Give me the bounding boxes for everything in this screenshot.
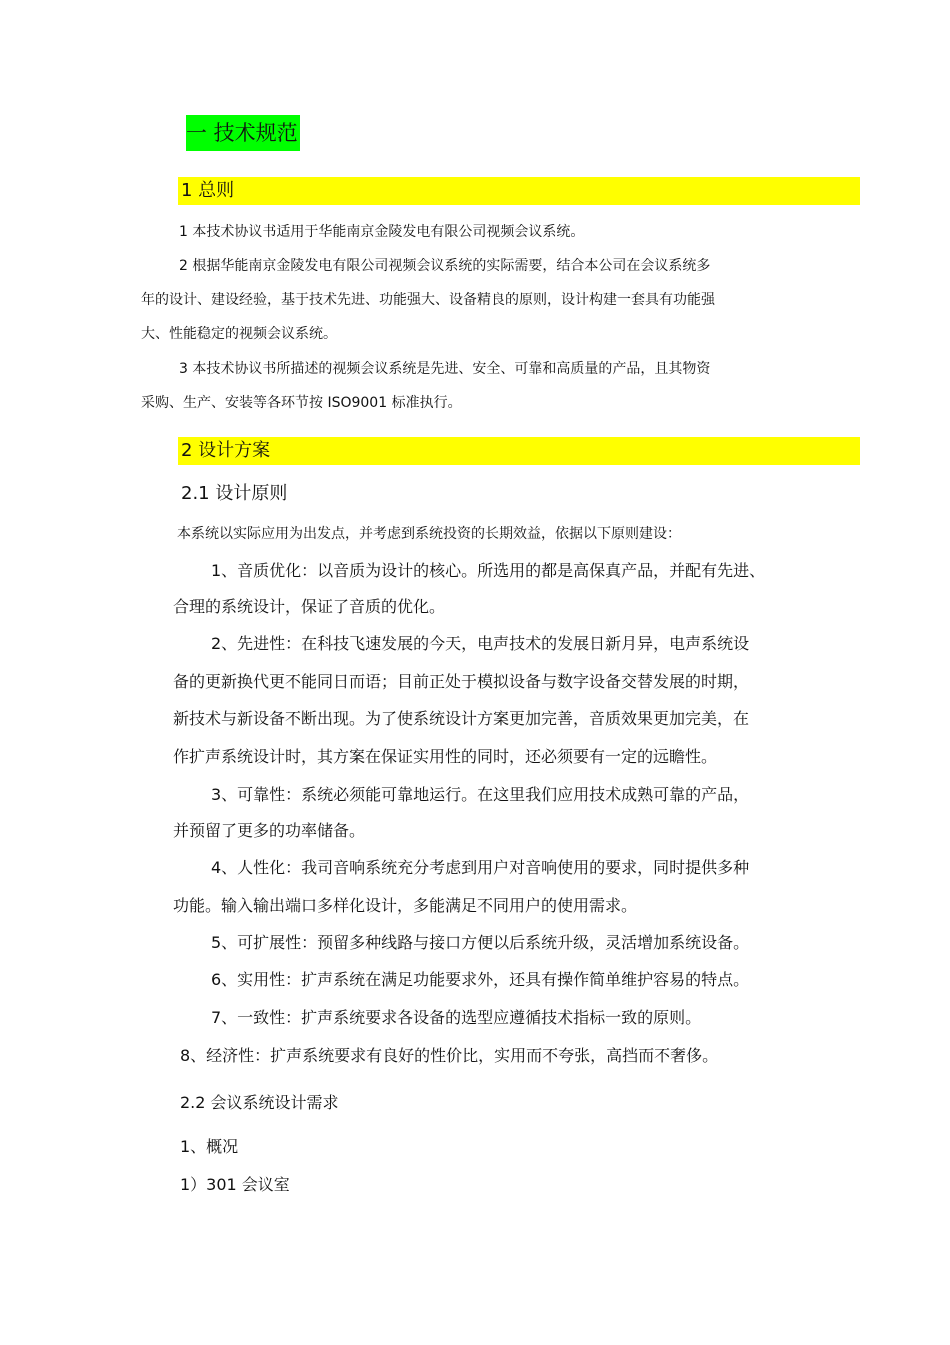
principle-line: 4、人性化：我司音响系统充分考虑到用户对音响使用的要求，同时提供多种 xyxy=(211,858,750,877)
heading-general: 1 总则 xyxy=(178,177,860,205)
principle-line: 7、一致性：扩声系统要求各设备的选型应遵循技术指标一致的原则。 xyxy=(211,1008,702,1027)
design-intro: 本系统以实际应用为出发点，并考虑到系统投资的长期效益，依据以下原则建设： xyxy=(177,526,681,542)
principle-line: 合理的系统设计，保证了音质的优化。 xyxy=(173,597,446,616)
general-para-3-line-2: 采购、生产、安装等各环节按 ISO9001 标准执行。 xyxy=(141,395,462,411)
subheading-meeting-requirements: 2.2 会议系统设计需求 xyxy=(180,1093,339,1112)
general-para-1: 1 本技术协议书适用于华能南京金陵发电有限公司视频会议系统。 xyxy=(179,224,585,240)
section-heading-tech-spec: 一 技术规范 xyxy=(186,115,300,151)
subheading-design-principles: 2.1 设计原则 xyxy=(181,483,288,504)
general-para-2-line-2: 年的设计、建设经验，基于技术先进、功能强大、设备精良的原则，设计构建一套具有功能强 xyxy=(141,292,715,308)
principle-line: 并预留了更多的功率储备。 xyxy=(173,821,366,840)
principle-line: 作扩声系统设计时，其方案在保证实用性的同时，还必须要有一定的远瞻性。 xyxy=(173,747,718,766)
general-para-3-line-1: 3 本技术协议书所描述的视频会议系统是先进、安全、可靠和高质量的产品，且其物资 xyxy=(179,361,711,377)
principle-line: 1、音质优化：以音质为设计的核心。所选用的都是高保真产品，并配有先进、 xyxy=(211,561,766,580)
heading-design-plan: 2 设计方案 xyxy=(178,437,860,465)
principle-line: 备的更新换代更不能同日而语；目前正处于模拟设备与数字设备交替发展的时期， xyxy=(173,672,750,691)
item-overview: 1、概况 xyxy=(180,1137,239,1156)
principle-line: 8、经济性：扩声系统要求有良好的性价比，实用而不夸张，高挡而不奢侈。 xyxy=(180,1046,719,1065)
principle-line: 新技术与新设备不断出现。为了使系统设计方案更加完善，音质效果更加完美，在 xyxy=(173,709,750,728)
general-para-2-line-3: 大、性能稳定的视频会议系统。 xyxy=(141,326,337,342)
principle-line: 2、先进性：在科技飞速发展的今天，电声技术的发展日新月异，电声系统设 xyxy=(211,634,750,653)
general-para-2-line-1: 2 根据华能南京金陵发电有限公司视频会议系统的实际需要，结合本公司在会议系统多 xyxy=(179,258,711,274)
principle-line: 6、实用性：扩声系统在满足功能要求外，还具有操作简单维护容易的特点。 xyxy=(211,970,750,989)
item-room-301: 1）301 会议室 xyxy=(180,1175,290,1194)
principle-line: 功能。输入输出端口多样化设计，多能满足不同用户的使用需求。 xyxy=(173,896,638,915)
principle-line: 3、可靠性：系统必须能可靠地运行。在这里我们应用技术成熟可靠的产品， xyxy=(211,785,750,804)
principle-line: 5、可扩展性：预留多种线路与接口方便以后系统升级，灵活增加系统设备。 xyxy=(211,933,750,952)
